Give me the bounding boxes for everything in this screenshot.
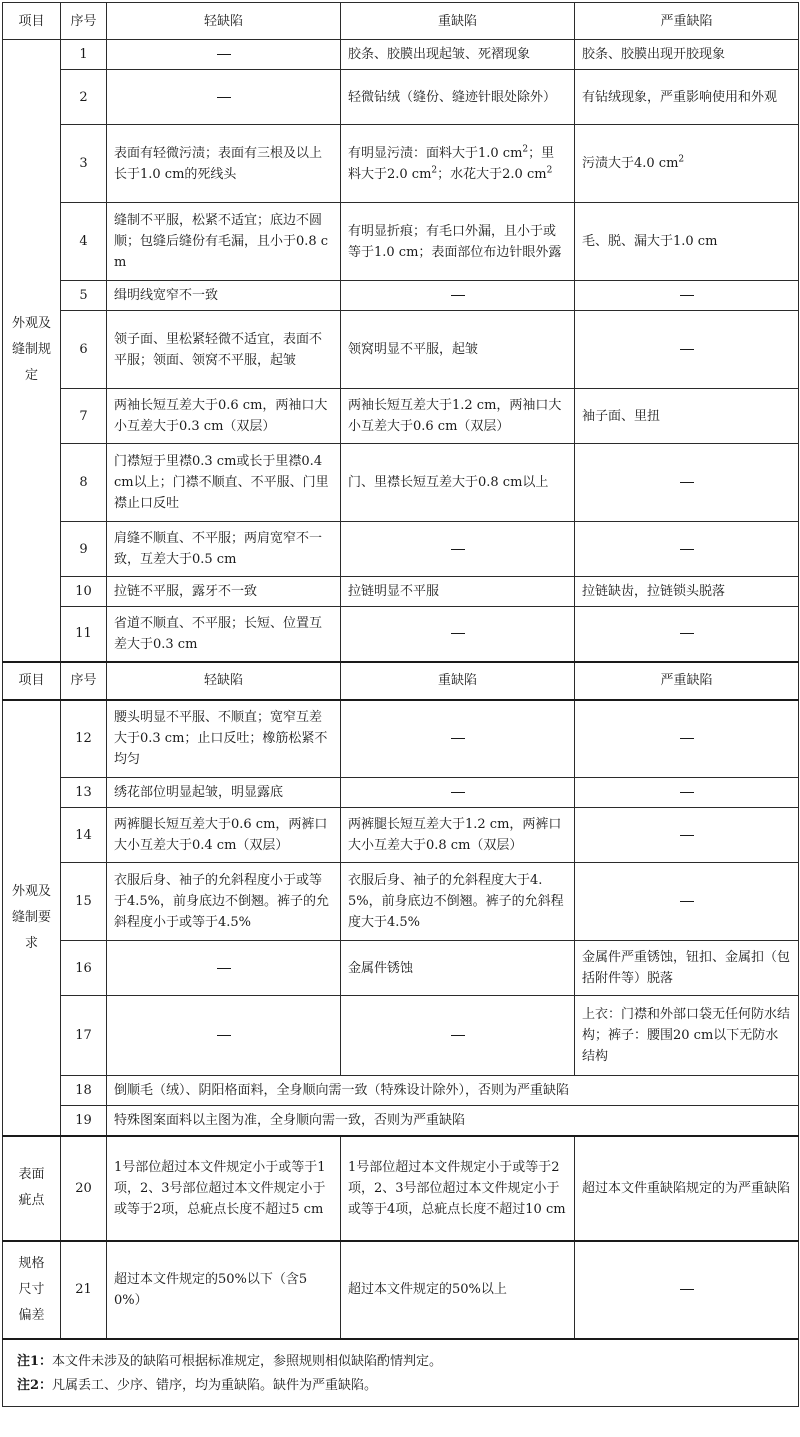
- table-row: [3, 700, 799, 778]
- table-row: [3, 1076, 799, 1106]
- dash-mark: [451, 738, 465, 739]
- table-row: [3, 40, 799, 70]
- critical-cell: 有钻绒现象，严重影响使用和外观: [575, 70, 799, 125]
- critical-cell: 超过本文件重缺陷规定的为严重缺陷: [575, 1136, 799, 1241]
- critical-cell: [575, 778, 799, 808]
- header-major: 重缺陷: [341, 662, 575, 700]
- critical-text: 污渍大于4.0 cm: [582, 156, 679, 171]
- note-label: 注2：: [17, 1377, 53, 1393]
- dash-mark: [451, 1035, 465, 1036]
- dash-mark: [680, 835, 694, 836]
- dash-mark: [680, 482, 694, 483]
- dash-mark: [217, 968, 231, 969]
- major-cell: 有明显折痕；有毛口外漏，且小于或等于1.0 cm；表面部位布边针眼外露: [341, 203, 575, 281]
- critical-cell: [575, 1241, 799, 1339]
- note-label: 注1：: [17, 1353, 53, 1369]
- major-cell: [341, 607, 575, 662]
- critical-cell: [575, 808, 799, 863]
- major-cell: 拉链明显不平服: [341, 577, 575, 607]
- row-number: 1: [61, 40, 107, 70]
- major-cell: 领窝明显不平服，起皱: [341, 311, 575, 389]
- row-number: 11: [61, 607, 107, 662]
- dash-mark: [680, 549, 694, 550]
- minor-cell: [107, 70, 341, 125]
- table-row: [3, 808, 799, 863]
- major-cell: 衣服后身、袖子的允斜程度大于4.5%，前身底边不倒翘。裤子的允斜程度大于4.5%: [341, 863, 575, 941]
- header-no: 序号: [61, 662, 107, 700]
- row-number: 3: [61, 125, 107, 203]
- minor-cell: 缝制不平服，松紧不适宜；底边不圆顺；包缝后缝份有毛漏，且小于0.8 cm: [107, 203, 341, 281]
- header-item: 项目: [3, 662, 61, 700]
- dash-mark: [217, 97, 231, 98]
- dash-mark: [680, 901, 694, 902]
- row-number: 7: [61, 389, 107, 444]
- major-text-part: ；水花大于2.0 cm: [437, 166, 547, 182]
- superscript: 2: [546, 165, 553, 176]
- critical-cell: [575, 444, 799, 522]
- minor-cell: 腰头明显不平服、不顺直；宽窄互差大于0.3 cm；止口反吐；橡筋松紧不均匀: [107, 700, 341, 778]
- minor-cell: 表面有轻微污渍；表面有三根及以上长于1.0 cm的死线头: [107, 125, 341, 203]
- minor-cell: 拉链不平服，露牙不一致: [107, 577, 341, 607]
- table-row: [3, 577, 799, 607]
- critical-cell: [575, 125, 799, 203]
- row-number: 20: [61, 1136, 107, 1241]
- critical-cell: 金属件严重锈蚀，钮扣、金属扣（包括附件等）脱落: [575, 941, 799, 996]
- table-row: [3, 203, 799, 281]
- header-row-repeat: [3, 662, 799, 700]
- critical-cell: 毛、脱、漏大于1.0 cm: [575, 203, 799, 281]
- major-cell: 1号部位超过本文件规定小于或等于2项，2、3号部位超过本文件规定小于或等于4项，总疵点长度不超过10 cm: [341, 1136, 575, 1241]
- row-number: 13: [61, 778, 107, 808]
- major-cell: 超过本文件规定的50%以上: [341, 1241, 575, 1339]
- table-row: [3, 941, 799, 996]
- row-number: 16: [61, 941, 107, 996]
- row-number: 18: [61, 1076, 107, 1106]
- table-row: [3, 607, 799, 662]
- minor-cell: 省道不顺直、不平服；长短、位置互差大于0.3 cm: [107, 607, 341, 662]
- dash-mark: [217, 54, 231, 55]
- row-number: 10: [61, 577, 107, 607]
- notes-cell: [3, 1339, 799, 1407]
- minor-cell: [107, 941, 341, 996]
- table-row: [3, 863, 799, 941]
- critical-cell: 上衣：门襟和外部口袋无任何防水结构；裤子：腰围20 cm以下无防水结构: [575, 996, 799, 1076]
- major-cell: [341, 522, 575, 577]
- superscript: 2: [522, 144, 529, 155]
- critical-cell: 胶条、胶膜出现开胶现象: [575, 40, 799, 70]
- row-number: 17: [61, 996, 107, 1076]
- row-number: 6: [61, 311, 107, 389]
- merged-cell: 特殊图案面料以主图为准，全身顺向需一致，否则为严重缺陷: [107, 1106, 799, 1136]
- row-number: 2: [61, 70, 107, 125]
- row-number: 19: [61, 1106, 107, 1136]
- major-cell: 轻微钻绒（缝份、缝迹针眼处除外）: [341, 70, 575, 125]
- superscript: 2: [431, 165, 438, 176]
- major-cell: 两袖长短互差大于1.2 cm，两袖口大小互差大于0.6 cm（双层）: [341, 389, 575, 444]
- group-label: 外观及缝制要求: [3, 700, 61, 1136]
- critical-cell: [575, 281, 799, 311]
- table-row: [3, 1136, 799, 1241]
- critical-cell: [575, 863, 799, 941]
- critical-cell: [575, 607, 799, 662]
- group-label: 表面疵点: [3, 1136, 61, 1241]
- table-row: [3, 1106, 799, 1136]
- dash-mark: [451, 633, 465, 634]
- note-1: [17, 1350, 784, 1374]
- minor-cell: 缉明线宽窄不一致: [107, 281, 341, 311]
- major-cell: 金属件锈蚀: [341, 941, 575, 996]
- major-cell: [341, 125, 575, 203]
- notes-row: [3, 1339, 799, 1407]
- group-label: 规格尺寸偏差: [3, 1241, 61, 1339]
- minor-cell: 两裤腿长短互差大于0.6 cm，两裤口大小互差大于0.4 cm（双层）: [107, 808, 341, 863]
- header-minor: 轻缺陷: [107, 662, 341, 700]
- major-text-part: 有明显污渍：面料大于1.0 cm: [348, 145, 523, 161]
- defect-classification-table: [2, 2, 799, 1407]
- dash-mark: [217, 1035, 231, 1036]
- superscript: 2: [678, 154, 685, 165]
- header-critical: 严重缺陷: [575, 662, 799, 700]
- major-cell: [341, 281, 575, 311]
- major-cell: [341, 700, 575, 778]
- major-text-part: ；里料大于2.0 cm: [348, 145, 555, 182]
- dash-mark: [451, 792, 465, 793]
- header-no: 序号: [61, 3, 107, 40]
- table-row: [3, 389, 799, 444]
- note-text: 凡属丢工、少序、错序，均为重缺陷。缺件为严重缺陷。: [52, 1377, 378, 1393]
- row-number: 8: [61, 444, 107, 522]
- note-text: 本文件未涉及的缺陷可根据标准规定，参照规则相似缺陷酌情判定。: [52, 1353, 443, 1369]
- header-major: 重缺陷: [341, 3, 575, 40]
- table-row: [3, 996, 799, 1076]
- minor-cell: 领子面、里松紧轻微不适宜，表面不平服；领面、领窝不平服，起皱: [107, 311, 341, 389]
- row-number: 9: [61, 522, 107, 577]
- dash-mark: [680, 633, 694, 634]
- table-row: [3, 125, 799, 203]
- group-label: 外观及缝制规定: [3, 40, 61, 662]
- header-critical: 严重缺陷: [575, 3, 799, 40]
- row-number: 5: [61, 281, 107, 311]
- table-row: [3, 1241, 799, 1339]
- major-cell: 门、里襟长短互差大于0.8 cm以上: [341, 444, 575, 522]
- dash-mark: [680, 738, 694, 739]
- minor-cell: 绣花部位明显起皱，明显露底: [107, 778, 341, 808]
- major-cell: 胶条、胶膜出现起皱、死褶现象: [341, 40, 575, 70]
- row-number: 14: [61, 808, 107, 863]
- dash-mark: [680, 349, 694, 350]
- row-number: 21: [61, 1241, 107, 1339]
- header-item: 项目: [3, 3, 61, 40]
- row-number: 12: [61, 700, 107, 778]
- merged-cell: 倒顺毛（绒）、阴阳格面料，全身顺向需一致（特殊设计除外），否则为严重缺陷: [107, 1076, 799, 1106]
- dash-mark: [680, 295, 694, 296]
- critical-cell: [575, 522, 799, 577]
- minor-cell: 1号部位超过本文件规定小于或等于1项，2、3号部位超过本文件规定小于或等于2项，总疵点长度不超过5 cm: [107, 1136, 341, 1241]
- note-2: [17, 1374, 784, 1398]
- major-cell: 两裤腿长短互差大于1.2 cm，两裤口大小互差大于0.8 cm（双层）: [341, 808, 575, 863]
- minor-cell: 两袖长短互差大于0.6 cm，两袖口大小互差大于0.3 cm（双层）: [107, 389, 341, 444]
- row-number: 4: [61, 203, 107, 281]
- critical-cell: [575, 700, 799, 778]
- critical-cell: [575, 311, 799, 389]
- table-row: [3, 281, 799, 311]
- table-row: [3, 311, 799, 389]
- minor-cell: 超过本文件规定的50%以下（含50%）: [107, 1241, 341, 1339]
- dash-mark: [680, 1289, 694, 1290]
- header-minor: 轻缺陷: [107, 3, 341, 40]
- minor-cell: [107, 40, 341, 70]
- table-row: [3, 444, 799, 522]
- major-cell: [341, 778, 575, 808]
- major-cell: [341, 996, 575, 1076]
- minor-cell: 门襟短于里襟0.3 cm或长于里襟0.4 cm以上；门襟不顺直、不平服、门里襟止口反吐: [107, 444, 341, 522]
- minor-cell: 衣服后身、袖子的允斜程度小于或等于4.5%，前身底边不倒翘。裤子的允斜程度小于或等于4.5%: [107, 863, 341, 941]
- dash-mark: [451, 295, 465, 296]
- row-number: 15: [61, 863, 107, 941]
- header-row: [3, 3, 799, 40]
- minor-cell: 肩缝不顺直、不平服；两肩宽窄不一致，互差大于0.5 cm: [107, 522, 341, 577]
- minor-cell: [107, 996, 341, 1076]
- table-row: [3, 522, 799, 577]
- critical-cell: 拉链缺齿，拉链锁头脱落: [575, 577, 799, 607]
- critical-cell: 袖子面、里扭: [575, 389, 799, 444]
- dash-mark: [680, 792, 694, 793]
- table-row: [3, 70, 799, 125]
- table-row: [3, 778, 799, 808]
- dash-mark: [451, 549, 465, 550]
